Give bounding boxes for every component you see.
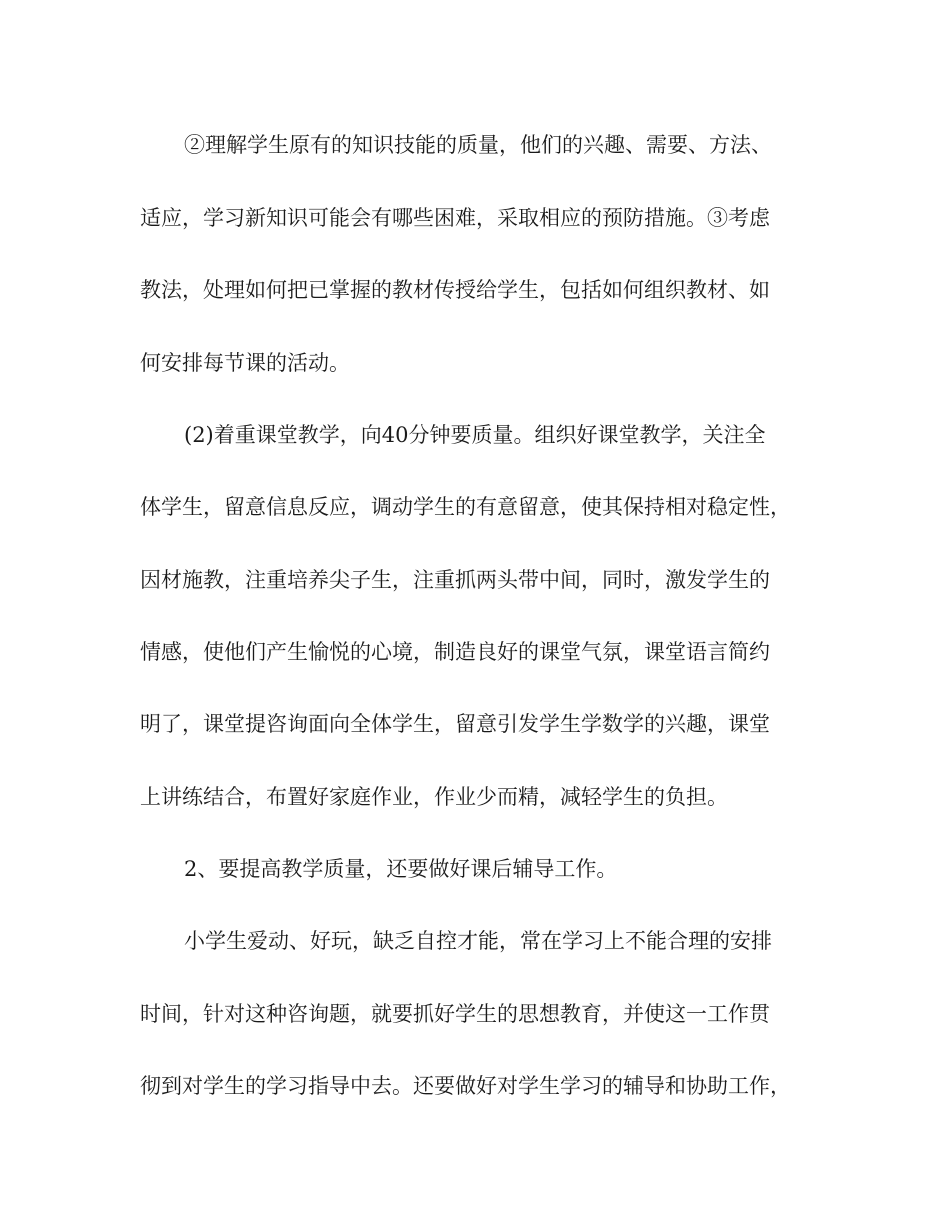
paragraph-line: 教法，处理如何把已掌握的教材传授给学生，包括如何组织教材、如 xyxy=(140,278,770,302)
paragraph-line: ②理解学生原有的知识技能的质量，他们的兴趣、需要、方法、 xyxy=(184,133,772,157)
paragraph-line: 2、要提高教学质量，还要做好课后辅导工作。 xyxy=(184,857,618,881)
paragraph-line: 上讲练结合，布置好家庭作业，作业少而精，减轻学生的负担。 xyxy=(140,785,728,809)
paragraph-line: 体学生，留意信息反应，调动学生的有意留意，使其保持相对稳定性， xyxy=(140,495,791,519)
paragraph-line: (2)着重课堂教学，向40分钟要质量。组织好课堂教学，关注全 xyxy=(184,423,766,447)
paragraph-line: 何安排每节课的活动。 xyxy=(140,351,350,375)
paragraph-line: 小学生爱动、好玩，缺乏自控才能，常在学习上不能合理的安排 xyxy=(184,929,772,953)
paragraph-line: 情感，使他们产生愉悦的心境，制造良好的课堂气氛，课堂语言简约 xyxy=(140,640,770,664)
paragraph-line: 彻到对学生的学习指导中去。还要做好对学生学习的辅导和协助工作， xyxy=(140,1074,791,1098)
paragraph-line: 时间，针对这种咨询题，就要抓好学生的思想教育，并使这一工作贯 xyxy=(140,1002,770,1026)
paragraph-line: 因材施教，注重培养尖子生，注重抓两头带中间，同时，激发学生的 xyxy=(140,568,770,592)
paragraph-line: 明了，课堂提咨询面向全体学生，留意引发学生学数学的兴趣，课堂 xyxy=(140,712,770,736)
paragraph-line: 适应，学习新知识可能会有哪些困难，采取相应的预防措施。③考虑 xyxy=(140,206,770,230)
